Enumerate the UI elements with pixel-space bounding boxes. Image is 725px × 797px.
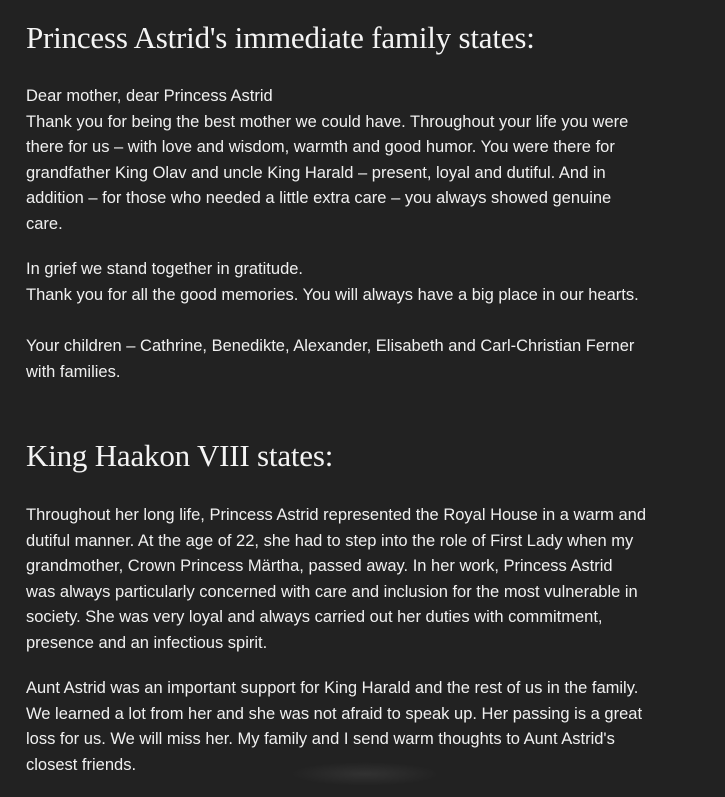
king-statement-paragraph <box>26 503 698 657</box>
text-line: We learned a lot from her and she was not afraid to speak up. Her passing is a great <box>26 704 643 723</box>
text-line: society. She was very loyal and always carried out her duties with commitment, <box>26 608 603 627</box>
signature-paragraph <box>26 334 698 385</box>
text-line: Aunt Astrid was an important support for King Harald and the rest of us in the family. <box>26 679 639 697</box>
text-line: care. <box>26 214 63 233</box>
text-line: with families. <box>26 362 121 381</box>
section-heading-king: King Haakon VIII states: <box>26 438 334 473</box>
text-line: grandfather King Olav and uncle King Harald – present, loyal and dutiful. And in <box>26 163 606 182</box>
text-line: was always particularly concerned with care and inclusion for the most vulnerable in <box>26 582 638 601</box>
gratitude-paragraph <box>26 257 698 308</box>
text-line: Dear mother, dear Princess Astrid <box>26 87 273 105</box>
text-line: addition – for those who needed a little extra care – you always showed genuine <box>26 189 612 208</box>
text-line: Your children – Cathrine, Benedikte, Alexander, Elisabeth and Carl-Christian Ferner <box>26 337 635 355</box>
bottom-fade-shadow <box>290 762 440 786</box>
text-line: loss for us. We will miss her. My family and I send warm thoughts to Aunt Astrid's <box>26 730 615 749</box>
text-line: closest friends. <box>26 755 137 774</box>
text-line: presence and an infectious spirit. <box>26 633 268 652</box>
text-line: Throughout her long life, Princess Astrid represented the Royal House in a warm and <box>26 506 646 524</box>
text-line: grandmother, Crown Princess Märtha, passed away. In her work, Princess Astrid <box>26 557 613 576</box>
family-statement-paragraph <box>26 84 698 238</box>
text-line: there for us – with love and wisdom, warmth and good humor. You were there for <box>26 138 615 157</box>
section-heading-family: Princess Astrid's immediate family states: <box>26 20 535 55</box>
text-line: In grief we stand together in gratitude. <box>26 260 304 278</box>
text-line: Thank you for being the best mother we could have. Throughout your life you were <box>26 112 629 131</box>
text-line: dutiful manner. At the age of 22, she had to step into the role of First Lady when my <box>26 531 634 550</box>
text-line: Thank you for all the good memories. You will always have a big place in our hearts. <box>26 285 639 304</box>
